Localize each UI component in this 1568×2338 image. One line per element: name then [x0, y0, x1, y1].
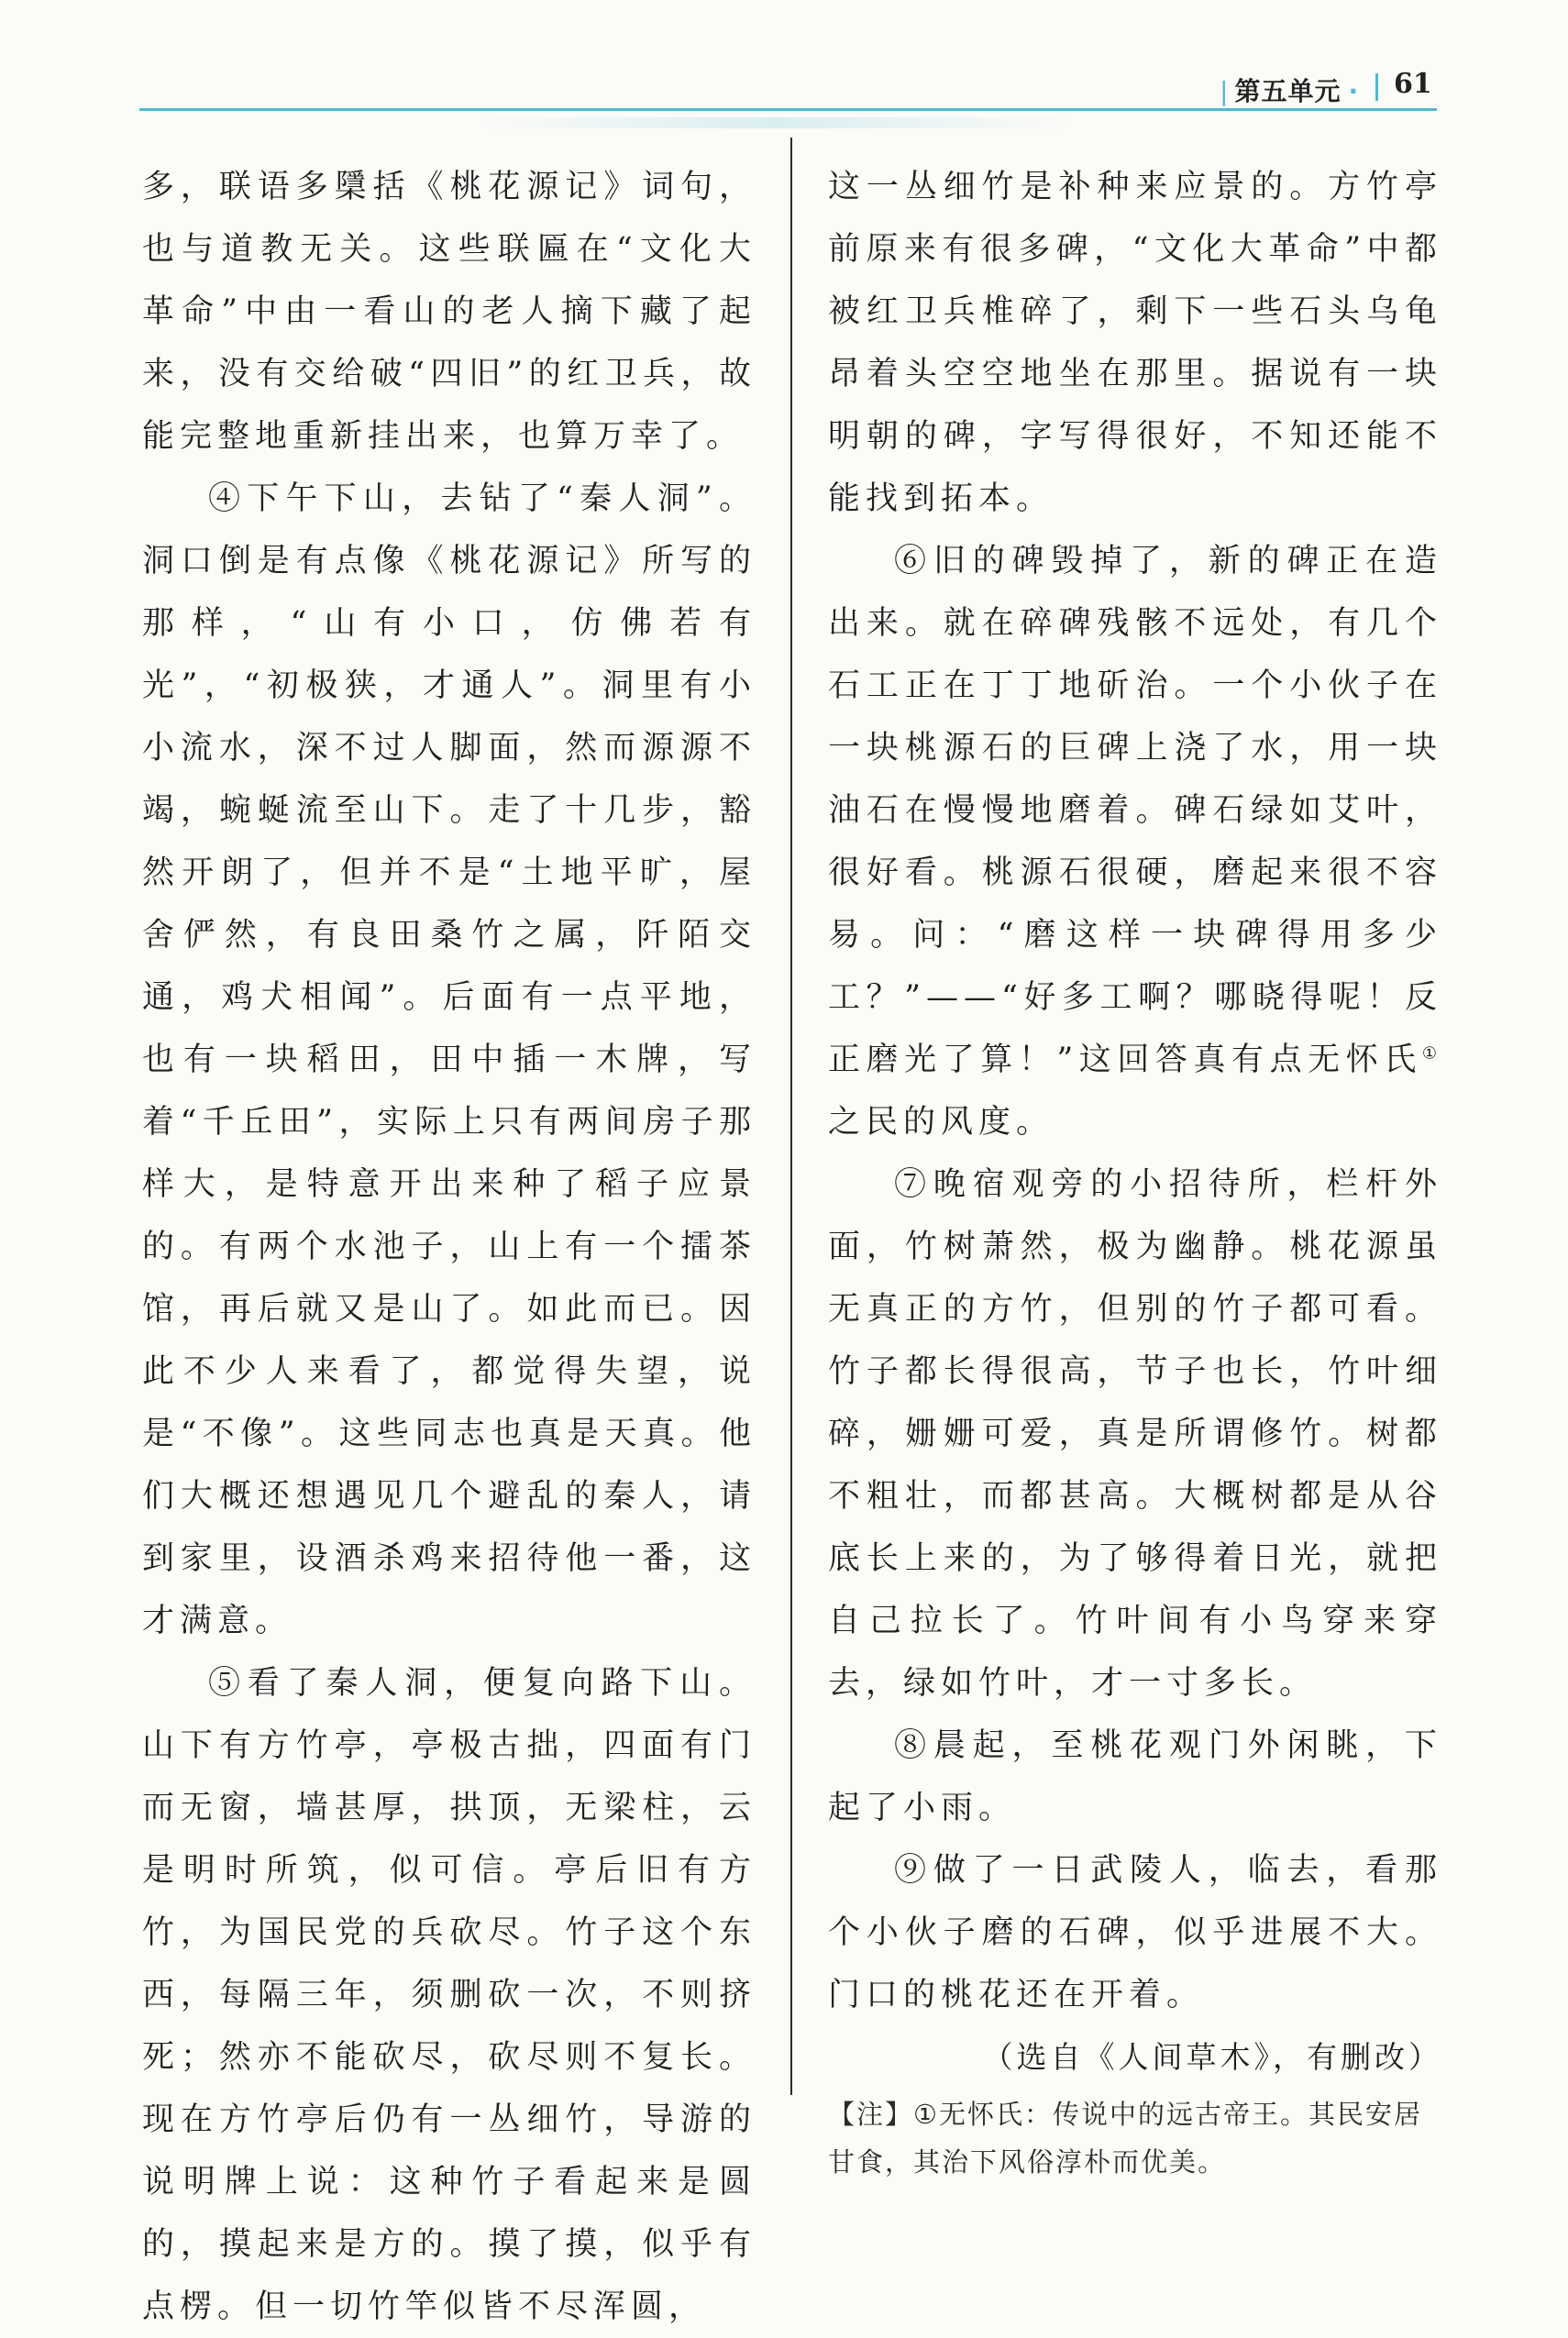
paragraph: 多，联语多檃括《桃花源记》词句，也与道教无关。这些联匾在“文化大革命”中由一看山的老人摘下藏了起来，没有交给破“四旧”的红卫兵，故能完整地重新挂出来，也算万幸了。 — [142, 169, 756, 455]
header-dot: · — [1348, 76, 1360, 106]
paragraph: ④下午下山，去钻了“秦人洞”。洞口倒是有点像《桃花源记》所写的那样，“山有小口，仿佛若有光”，“初极狭，才通人”。洞里有小小流水，深不过人脚面，然而源源不竭，蜿蜒流至山下。走了十几步，豁然开朗了，但并不是“土地平旷，屋舍俨然，有良田桑竹之属，阡陌交通，鸡犬相闻”。后面有一点平地，也有一块稻田，田中插一木牌，写着“千丘田”，实际上只有两间房子那样大，是特意开出来种了稻子应景的。有两个水池子，山上有一个擂茶馆，再后就又是山了。如此而已。因此不少人来看了，都觉得失望，说是“不像”。这些同志也真是天真。他们大概还想遇见几个避乱的秦人，请到家里，设酒杀鸡来招待他一番，这才满意。 — [142, 480, 756, 1639]
column-divider — [790, 138, 792, 2095]
left-column — [142, 156, 756, 2338]
header-rule-band — [477, 117, 1073, 128]
page-number-bar — [1375, 73, 1378, 101]
paragraph-text: ⑥旧的碑毁掉了，新的碑正在造出来。就在碎碑残骸不远处，有几个石工正在丁丁地斫治。一个小伙子在一块桃源石的巨碑上浇了水，用一块油石在慢慢地磨着。碑石绿如艾叶，很好看。桃源石很硬，磨起来很不容易。问：“磨这样一块碑得用多少工？”——“好多工啊？哪晓得呢！反正磨光了算！”这回答真有点无怀氏 — [828, 543, 1442, 1078]
paragraph — [828, 530, 1442, 1153]
source-citation: （选自《人间草木》，有删改） — [982, 2039, 1442, 2075]
footnote: 【注】①无怀氏：传说中的远古帝王。其民安居甘食，其治下风俗淳朴而优美。 — [828, 2099, 1422, 2178]
paragraph: ⑨做了一日武陵人，临去，看那个小伙子磨的石碑，似乎进展不大。门口的桃花还在开着。 — [828, 1852, 1442, 2013]
page-number: 61 — [1394, 68, 1432, 100]
paragraph: ⑧晨起，至桃花观门外闲眺，下起了小雨。 — [828, 1727, 1442, 1826]
header-rule — [139, 108, 1437, 111]
right-column — [828, 156, 1442, 2186]
paragraph: ⑦晚宿观旁的小招待所，栏杆外面，竹树萧然，极为幽静。桃花源虽无真正的方竹，但别的竹子都可看。竹子都长得很高，节子也长，竹叶细碎，姗姗可爱，真是所谓修竹。树都不粗壮，而都甚高。大概树都是从谷底长上来的，为了够得着日光，就把自己拉长了。竹叶间有小鸟穿来穿去，绿如竹叶，才一寸多长。 — [828, 1166, 1442, 1702]
unit-title: 第五单元 — [1234, 76, 1342, 106]
unit-label: | 第五单元 · — [1220, 76, 1360, 106]
paragraph: 这一丛细竹是补种来应景的。方竹亭前原来有很多碑，“文化大革命”中都被红卫兵椎碎了，剩下一些石头乌龟昂着头空空地坐在那里。据说有一块明朝的碑，字写得很好，不知还能不能找到拓本。 — [828, 169, 1442, 517]
paragraph: ⑤看了秦人洞，便复向路下山。山下有方竹亭，亭极古拙，四面有门而无窗，墙甚厚，拱顶，无梁柱，云是明时所筑，似可信。亭后旧有方竹，为国民党的兵砍尽。竹子这个东西，每隔三年，须删砍一次，不则挤死；然亦不能砍尽，砍尽则不复长。现在方竹亭后仍有一丛细竹，导游的说明牌上说：这种竹子看起来是圆的，摸起来是方的。摸了摸，似乎有点楞。但一切竹竿似皆不尽浑圆， — [142, 1665, 756, 2325]
paragraph-tail: 之民的风度。 — [828, 1104, 1055, 1141]
footnote-marker: ① — [1421, 1043, 1442, 1064]
